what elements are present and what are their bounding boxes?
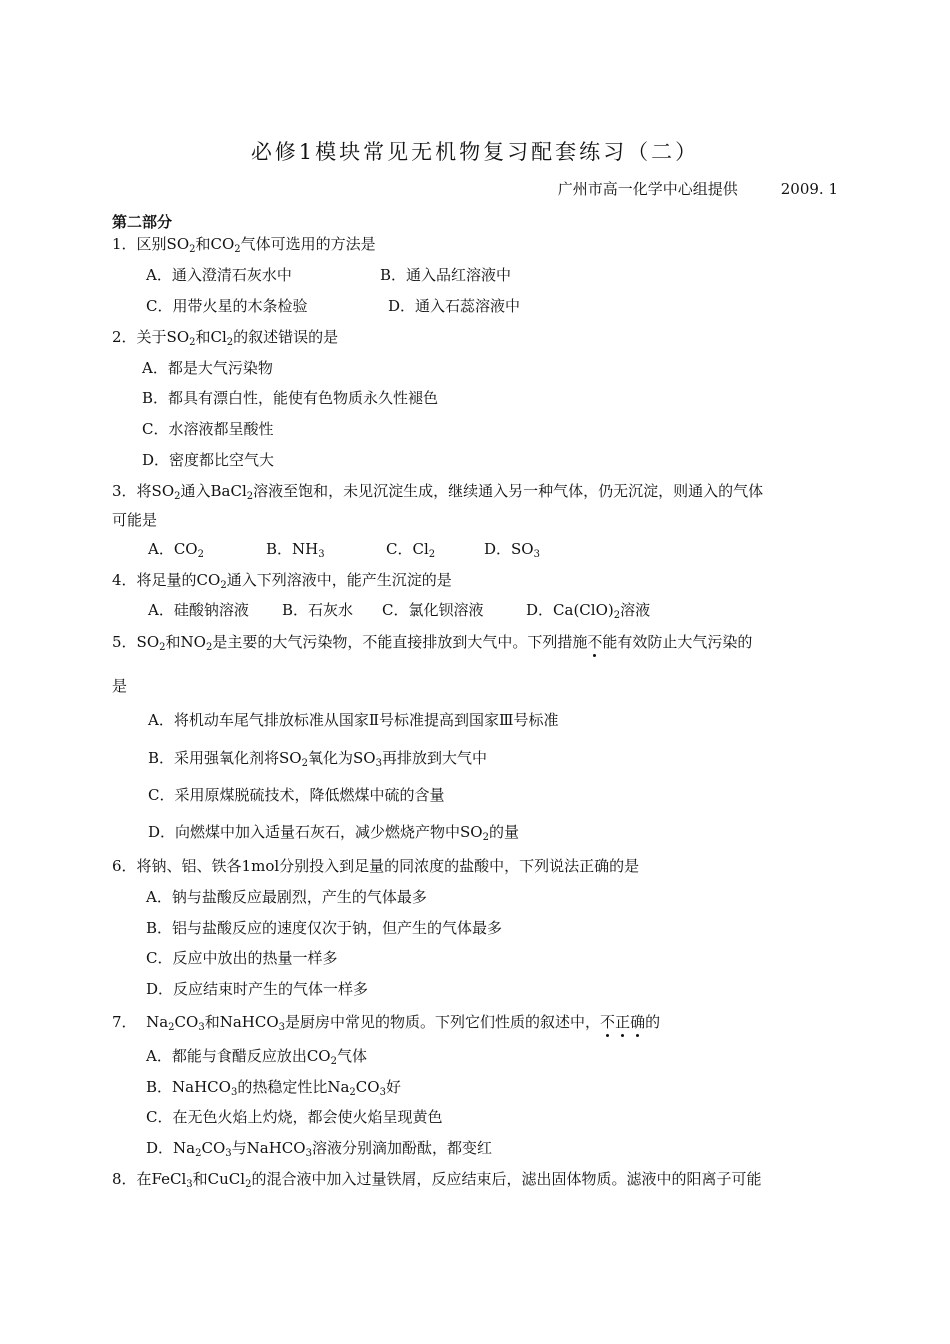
question-1-stem: 1．区别$SO_2$和$CO_2$气体可选用的方法是 bbox=[112, 235, 376, 255]
question-5-option-c: C．采用原煤脱硫技术，降低燃煤中硫的含量 bbox=[148, 786, 445, 804]
question-3-option-b: B．$NH_3$ bbox=[266, 540, 325, 560]
question-3-stem-cont: 可能是 bbox=[112, 511, 158, 529]
question-6-option-c: C．反应中放出的热量一样多 bbox=[146, 949, 338, 967]
question-6-option-b: B．铝与盐酸反应的速度仅次于钠，但产生的气体最多 bbox=[146, 919, 503, 937]
question-5-option-d: D．向燃煤中加入适量石灰石，减少燃烧产物中$SO_2$的量 bbox=[148, 823, 519, 843]
question-8-stem: 8．在FeCl$_3$和CuCl$_2$的混合液中加入过量铁屑，反应结束后，滤出固体物质。滤液中的阳离子可能 bbox=[112, 1170, 762, 1190]
question-7-option-b: B．NaHCO$_3$的热稳定性比$Na_2CO_3$好 bbox=[146, 1078, 401, 1098]
question-7-stem: 7． $Na_2CO_3$和NaHCO$_3$是厨房中常见的物质。下列它们性质的叙述中，不正确的 bbox=[112, 1013, 661, 1033]
question-5-stem: 5．$SO_2$和$NO_2$是主要的大气污染物，不能直接排放到大气中。下列措施不能有效防止大气污染的 bbox=[112, 633, 753, 653]
section-heading: 第二部分 bbox=[112, 213, 173, 231]
page-title: 必修1模块常见无机物复习配套练习（二） bbox=[250, 140, 700, 164]
question-1-option-a: A．通入澄清石灰水中 bbox=[146, 266, 292, 284]
question-5-option-b: B．采用强氧化剂将$SO_2$氧化为$SO_3$再排放到大气中 bbox=[148, 749, 487, 769]
emphasis-mark: 正 bbox=[615, 1013, 631, 1031]
question-4-option-d: D．$Ca(ClO)_2$溶液 bbox=[526, 601, 651, 621]
question-7-option-a: A．都能与食醋反应放出$CO_2$气体 bbox=[146, 1047, 367, 1067]
question-1-option-d: D．通入石蕊溶液中 bbox=[388, 297, 521, 315]
question-5-stem-cont: 是 bbox=[112, 677, 128, 695]
question-2-option-d: D．密度都比空气大 bbox=[142, 451, 275, 469]
question-4-option-c: C．氯化钡溶液 bbox=[382, 601, 484, 619]
question-6-stem: 6．将钠、铝、铁各1mol分别投入到足量的同浓度的盐酸中，下列说法正确的是 bbox=[112, 857, 640, 875]
question-3-option-c: C．$Cl_2$ bbox=[386, 540, 436, 560]
emphasis-mark: 不 bbox=[600, 1013, 616, 1031]
question-1-option-b: B．通入品红溶液中 bbox=[380, 266, 512, 284]
question-4-option-b: B．石灰水 bbox=[282, 601, 354, 619]
emphasis-mark: 不 bbox=[587, 633, 603, 651]
question-3-option-a: A．$CO_2$ bbox=[148, 540, 204, 560]
question-2-option-b: B．都具有漂白性，能使有色物质永久性褪色 bbox=[142, 389, 439, 407]
question-4-stem: 4．将足量的$CO_2$通入下列溶液中，能产生沉淀的是 bbox=[112, 571, 452, 591]
question-2-option-a: A．都是大气污染物 bbox=[142, 359, 273, 377]
question-6-option-a: A．钠与盐酸反应最剧烈，产生的气体最多 bbox=[146, 888, 427, 906]
question-2-option-c: C．水溶液都呈酸性 bbox=[142, 420, 274, 438]
question-3-stem: 3．将$SO_2$通入BaCl$_2$溶液至饱和，未见沉淀生成，继续通入另一种气体，仍无沉淀，则通入的气体 bbox=[112, 482, 764, 502]
question-2-stem: 2．关于$SO_2$和$Cl_2$的叙述错误的是 bbox=[112, 328, 339, 348]
doc-date: 2009. 1 bbox=[780, 180, 838, 198]
question-6-option-d: D．反应结束时产生的气体一样多 bbox=[146, 980, 369, 998]
provider-line bbox=[558, 178, 838, 199]
question-7-option-d: D．$Na_2CO_3$与NaHCO$_3$溶液分别滴加酚酞，都变红 bbox=[146, 1139, 492, 1159]
question-7-option-c: C．在无色火焰上灼烧，都会使火焰呈现黄色 bbox=[146, 1108, 443, 1126]
question-1-option-c: C．用带火星的木条检验 bbox=[146, 297, 308, 315]
question-5-option-a: A．将机动车尾气排放标准从国家Ⅱ号标准提高到国家Ⅲ号标准 bbox=[148, 711, 559, 729]
question-4-option-a: A．硅酸钠溶液 bbox=[148, 601, 249, 619]
emphasis-mark: 确 bbox=[630, 1013, 646, 1031]
question-3-option-d: D．$SO_3$ bbox=[484, 540, 540, 560]
provider-name: 广州市高一化学中心组提供 bbox=[557, 180, 738, 198]
